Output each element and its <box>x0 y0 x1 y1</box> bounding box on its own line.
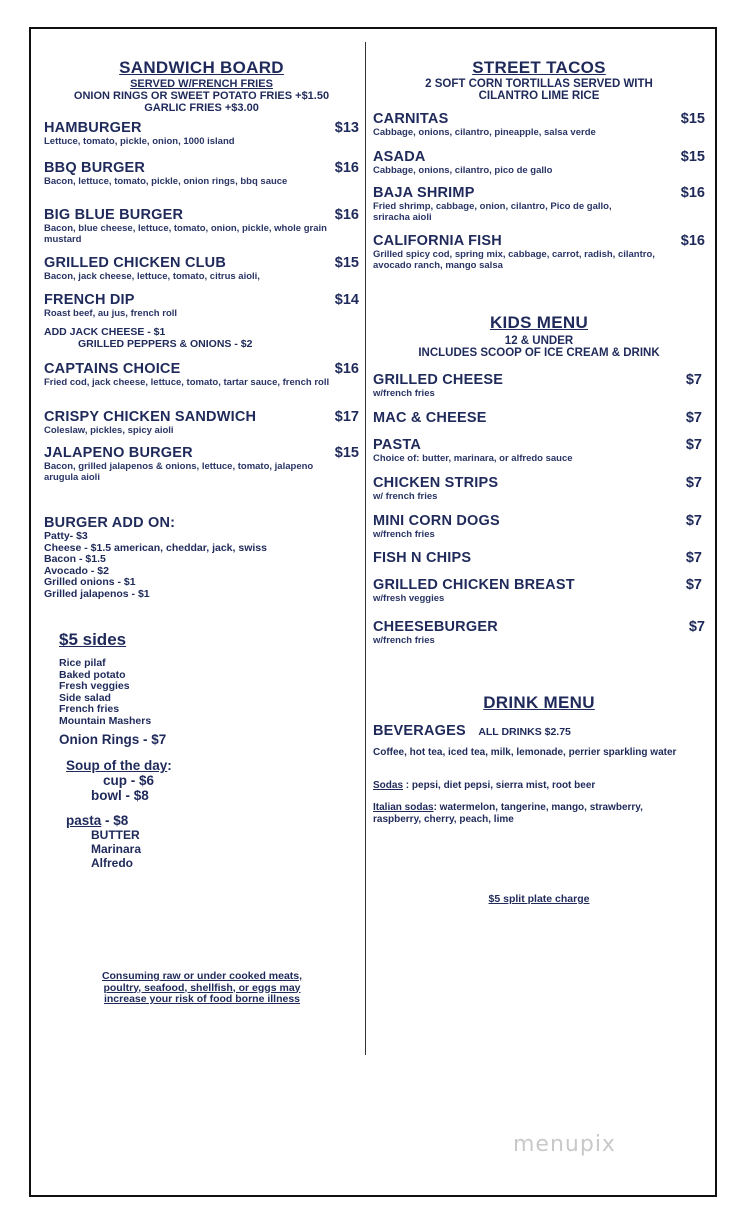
menu-item <box>373 185 705 223</box>
menu-item <box>373 475 705 502</box>
menu-item <box>373 577 705 604</box>
menu-item <box>44 160 359 187</box>
onion-rings: Onion Rings - $7 <box>59 732 167 747</box>
addon-line: Avocado - $2 <box>44 564 109 577</box>
side-line: Mountain Mashers <box>59 714 152 727</box>
menu-item <box>373 513 705 540</box>
item-price: $15 <box>680 149 705 165</box>
item-price: $13 <box>334 120 359 136</box>
addon-line: Grilled jalapenos - $1 <box>44 587 150 600</box>
pasta-option: Alfredo <box>91 856 133 870</box>
menu-item <box>44 255 359 282</box>
item-name: GRILLED CHICKEN CLUB <box>44 255 227 271</box>
all-drinks-price: ALL DRINKS $2.75 <box>478 726 571 738</box>
kids-menu-section <box>373 313 705 359</box>
item-price: $16 <box>334 160 359 176</box>
sandwich-sub-1: SERVED W/FRENCH FRIES <box>130 78 273 90</box>
soup-bowl: bowl - $8 <box>91 788 149 803</box>
beverages-items: Coffee, hot tea, iced tea, milk, lemonade, perrier sparkling water <box>373 747 677 758</box>
beverages-list <box>373 747 693 759</box>
sodas-label: Sodas <box>373 780 404 791</box>
italian-sodas-row <box>373 802 693 825</box>
menu-item <box>373 111 705 138</box>
item-desc: Fried cod, jack cheese, lettuce, tomato, tartar sauce, french roll <box>44 377 330 388</box>
tacos-sub-1: 2 SOFT CORN TORTILLAS SERVED WITH <box>425 78 653 90</box>
item-name: CAPTAINS CHOICE <box>44 361 181 377</box>
item-desc: Coleslaw, pickles, spicy aioli <box>44 425 174 436</box>
item-price: $7 <box>685 577 702 593</box>
item-desc: Cabbage, onions, cilantro, pico de gallo <box>373 165 553 176</box>
item-name: CALIFORNIA FISH <box>373 233 502 249</box>
menu-item <box>373 233 705 271</box>
menu-item <box>373 372 705 399</box>
item-name: CHICKEN STRIPS <box>373 475 499 491</box>
tacos-sub-2: CILANTRO LIME RICE <box>478 90 600 102</box>
menu-item <box>44 409 359 436</box>
item-desc: Fried shrimp, cabbage, onion, cilantro, Pico de gallo, sriracha aioli <box>373 201 612 223</box>
sandwich-sub-2: ONION RINGS OR SWEET POTATO FRIES +$1.50 <box>73 90 330 102</box>
item-name: HAMBURGER <box>44 120 142 136</box>
menu-item <box>373 550 705 566</box>
kids-sub-1: 12 & UNDER <box>504 335 574 347</box>
item-name: GRILLED CHEESE <box>373 372 504 388</box>
item-desc: Bacon, blue cheese, lettuce, tomato, onion, pickle, whole grain mustard <box>44 223 327 245</box>
item-price: $7 <box>688 619 705 635</box>
street-tacos-title: STREET TACOS <box>472 58 606 77</box>
item-name: BIG BLUE BURGER <box>44 207 184 223</box>
beverages-label: BEVERAGES <box>373 723 466 739</box>
column-divider <box>365 42 366 1055</box>
item-price: $16 <box>334 361 359 377</box>
french-dip-add-ons <box>44 327 252 350</box>
item-name: PASTA <box>373 437 421 453</box>
item-price: $7 <box>685 437 702 453</box>
drink-menu-section <box>373 693 705 713</box>
item-desc: w/french fries <box>373 529 435 540</box>
disclaimer <box>61 971 343 1006</box>
item-price: $7 <box>685 372 702 388</box>
addon-line: Patty- $3 <box>44 530 88 542</box>
menu-item <box>44 445 359 483</box>
item-price: $16 <box>680 185 705 201</box>
item-price: $16 <box>680 233 705 249</box>
split-plate-charge: $5 split plate charge <box>488 893 590 905</box>
side-line: Baked potato <box>59 668 126 681</box>
side-line: Fresh veggies <box>59 680 130 692</box>
item-desc: Roast beef, au jus, french roll <box>44 308 178 319</box>
menu-item <box>44 120 359 147</box>
sodas-row <box>373 780 693 792</box>
soup-title: Soup of the day: <box>66 758 172 773</box>
item-name: BBQ BURGER <box>44 160 146 176</box>
sides-section <box>59 630 172 870</box>
item-desc: w/french fries <box>373 388 435 399</box>
pasta-option: BUTTER <box>91 828 140 842</box>
item-name: ASADA <box>373 149 426 165</box>
item-desc: Cabbage, onions, cilantro, pineapple, salsa verde <box>373 127 596 138</box>
item-price: $7 <box>685 475 702 491</box>
italian-sodas-label: Italian sodas <box>373 802 434 813</box>
item-price: $15 <box>334 255 359 271</box>
pasta-title: pasta - $8 <box>66 813 129 828</box>
menu-item <box>373 410 705 426</box>
item-name: MAC & CHEESE <box>373 410 487 426</box>
item-price: $17 <box>334 409 359 425</box>
item-price: $14 <box>334 292 359 308</box>
item-desc: w/ french fries <box>373 491 438 502</box>
addon-line: Grilled onions - $1 <box>44 576 136 588</box>
add-peppers-onions: GRILLED PEPPERS & ONIONS - $2 <box>78 337 253 350</box>
italian-sodas-list: : watermelon, tangerine, mango, strawberry, raspberry, cherry, peach, lime <box>373 802 643 825</box>
item-name: MINI CORN DOGS <box>373 513 500 529</box>
watermark: menupix <box>513 1132 616 1157</box>
item-price: $7 <box>685 550 702 566</box>
item-price: $15 <box>680 111 705 127</box>
item-price: $7 <box>685 410 702 426</box>
street-tacos-section <box>373 58 705 102</box>
sandwich-sub-3: GARLIC FRIES +$3.00 <box>144 102 259 114</box>
kids-sub-2: INCLUDES SCOOP OF ICE CREAM & DRINK <box>418 347 660 359</box>
kids-menu-title: KIDS MENU <box>489 313 589 332</box>
soup-cup: cup - $6 <box>103 773 155 788</box>
menu-item <box>44 292 359 319</box>
beverages-row <box>373 722 705 740</box>
addon-line: Cheese - $1.5 american, cheddar, jack, swiss <box>44 541 267 554</box>
sandwich-board-title: SANDWICH BOARD <box>119 58 284 77</box>
burger-add-on-title: BURGER ADD ON: <box>44 515 176 531</box>
add-jack-cheese: ADD JACK CHEESE - $1 <box>44 326 166 338</box>
item-price: $7 <box>685 513 702 529</box>
disclaimer-line: Consuming raw or under cooked meats, <box>101 970 303 982</box>
item-desc: Bacon, lettuce, tomato, pickle, onion rings, bbq sauce <box>44 176 288 187</box>
disclaimer-line: increase your risk of food borne illness <box>103 993 301 1005</box>
item-desc: Choice of: butter, marinara, or alfredo sauce <box>373 453 573 464</box>
sodas-list: : pepsi, diet pepsi, sierra mist, root beer <box>403 780 596 791</box>
item-desc: w/french fries <box>373 635 435 646</box>
item-desc: Bacon, jack cheese, lettuce, tomato, citrus aioli, <box>44 271 260 282</box>
item-desc: w/fresh veggies <box>373 593 445 604</box>
burger-add-on-section <box>44 515 267 600</box>
side-line: Rice pilaf <box>59 657 106 669</box>
item-name: CRISPY CHICKEN SANDWICH <box>44 409 257 425</box>
item-name: GRILLED CHICKEN BREAST <box>373 577 575 593</box>
item-name: BAJA SHRIMP <box>373 185 475 201</box>
item-name: JALAPENO BURGER <box>44 445 193 461</box>
item-price: $16 <box>334 207 359 223</box>
menu-item <box>373 619 705 646</box>
menu-item <box>373 437 705 464</box>
addon-line: Bacon - $1.5 <box>44 553 106 565</box>
item-name: CHEESEBURGER <box>373 619 498 635</box>
pasta-option: Marinara <box>91 842 142 856</box>
item-desc: Grilled spicy cod, spring mix, cabbage, carrot, radish, cilantro, avocado ranch, mango salsa <box>373 249 655 271</box>
item-name: CARNITAS <box>373 111 449 127</box>
drink-menu-title: DRINK MENU <box>483 693 595 712</box>
menu-item <box>373 149 705 176</box>
disclaimer-line: poultry, seafood, shellfish, or eggs may <box>103 981 301 994</box>
menu-item <box>44 207 359 245</box>
sides-title: $5 sides <box>59 630 127 649</box>
item-name: FRENCH DIP <box>44 292 135 308</box>
item-price: $15 <box>334 445 359 461</box>
item-desc: Bacon, grilled jalapenos & onions, lettuce, tomato, jalapeno arugula aioli <box>44 461 314 483</box>
item-name: FISH N CHIPS <box>373 550 472 566</box>
menu-item <box>44 361 359 388</box>
item-desc: Lettuce, tomato, pickle, onion, 1000 island <box>44 136 235 147</box>
side-line: French fries <box>59 703 120 715</box>
side-line: Side salad <box>59 691 111 704</box>
